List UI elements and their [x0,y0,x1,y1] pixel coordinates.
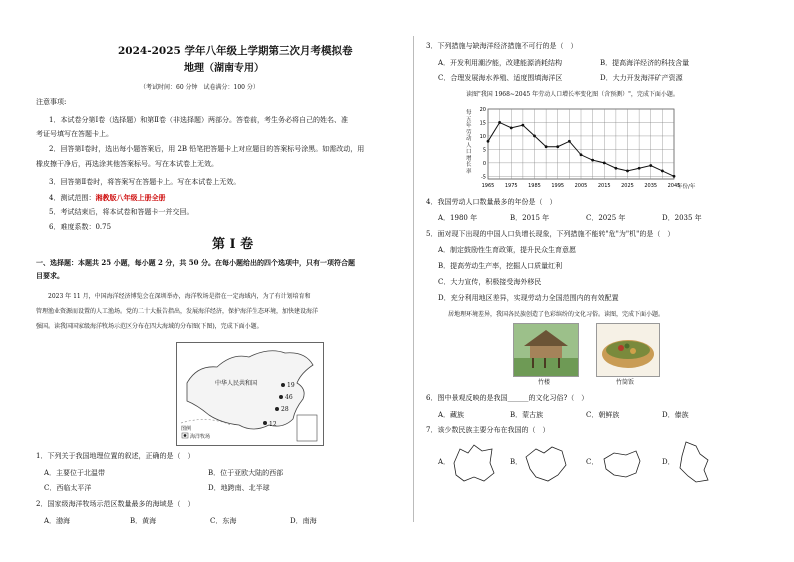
x-tick-label: 1995 [551,183,565,189]
x-tick-label: 2035 [644,183,658,189]
data-point [661,170,664,173]
province-c-shape [598,441,644,485]
q2-option-d[interactable]: D．南海 [290,517,317,525]
photo-label: 竹楼 [538,379,551,386]
note-line: 2．回答第Ⅰ卷时，选出每小题答案后，用 2B 铅笔把答题卡上对应题目的答案标号涂黑。如需改动，用 [49,145,365,153]
y-tick-label: -5 [481,174,486,181]
q6-option-c[interactable]: C．朝鲜族 [586,411,620,419]
data-point [638,167,641,170]
photo-caption: 居地理环境差异，我国各民族创造了色彩缤纷的文化习俗。读图，完成下面小题。 [448,311,665,318]
right-column [418,0,794,562]
q1-option-b[interactable]: B．位于亚欧大陆的西部 [208,469,284,477]
question-3-stem: 3．下列措施与缺海洋经济措施不可行的是（ ） [426,42,578,50]
q6-option-b[interactable]: B．蒙古族 [510,411,544,419]
map-country-label: 中华人民共和国 [215,380,258,387]
q6-option-d[interactable]: D．傣族 [662,411,689,419]
china-map-outline [177,343,323,445]
chart-caption: 读图"我国 1968~2045 年劳动人口增长率变化图（含预测）"，完成下面小题。 [466,91,679,98]
ocean-ranch-marker [279,395,283,399]
data-point [521,124,524,127]
data-point [556,145,559,148]
q5-option-d[interactable]: D．充分利用地区差异，实现劳动力全国范围内的有效配置 [438,294,619,302]
q4-option-d[interactable]: D．2035 年 [662,214,702,222]
q3-option-c[interactable]: C．合理发展海水养殖、适度围填海洋区 [438,74,563,82]
notes-heading: 注意事项: [36,98,67,106]
scope-value: 湘教版八年级上册全册 [95,193,166,202]
x-tick-label: 1965 [481,183,495,189]
q5-option-c[interactable]: C．大力宣传，积极接受海外移民 [438,278,542,286]
q7-option-d[interactable]: D． [662,458,675,466]
data-point [487,140,490,143]
note-line: 6．难度系数：0.75 [49,223,112,231]
ocean-ranch-marker [275,407,279,411]
y-tick-label: 5 [482,147,486,154]
x-tick-label: 2025 [621,183,634,189]
q2-option-b[interactable]: B．黄海 [130,517,157,525]
data-point [568,140,571,143]
china-map [176,342,324,446]
data-point [591,159,594,162]
x-tick-label: 1985 [528,183,541,189]
bamboo-house-photo [513,323,579,377]
q3-option-b[interactable]: B．提高海洋经济的科技含量 [600,59,690,67]
y-tick-label: 0 [482,160,486,167]
map-count: 12 [269,421,277,428]
y-tick-label: 15 [479,120,486,127]
q4-option-b[interactable]: B．2015 年 [510,214,550,222]
q2-option-a[interactable]: A．渤海 [44,517,71,525]
x-tick-label: 2015 [597,183,611,189]
bamboo-rice-photo [596,323,660,377]
bamboo-rice-image [597,324,659,376]
data-point [649,164,652,167]
q3-option-d[interactable]: D．大力开发海洋矿产资源 [600,74,683,82]
note-scope [49,193,165,203]
map-legend-item: 海洋牧场 [190,434,211,440]
q1-option-c[interactable]: C．西临太平洋 [44,484,92,492]
question-7-stem: 7．该少数民族主要分布在我国的（ ） [426,426,550,434]
section-title: 第 I 卷 [212,237,254,252]
note-line: 3．回答第Ⅱ卷时，将答案写在答题卡上。写在本试卷上无效。 [49,178,241,186]
question-5-stem: 5．面对现下出现的中国人口负增长现象，下列措施不能转"危"为"机"的是（ ） [426,230,675,238]
x-tick-label: 2005 [574,183,588,189]
chart-ylabel: 每五年劳动人口增长率 [466,110,472,175]
q4-option-c[interactable]: C．2025 年 [586,214,626,222]
data-point [533,135,536,138]
map-count: 19 [287,382,295,389]
province-d-shape [674,438,714,486]
q5-option-b[interactable]: B．提高劳动生产率，挖掘人口质量红利 [438,262,563,270]
q7-option-b[interactable]: B． [510,458,523,466]
passage-line: 2023 年 11 月，中国海洋经济博览会在深圳举办，海洋牧场是指在一定海域内，为了有计划培育和 [48,293,311,300]
q3-option-a[interactable]: A．开发利用潮汐能，改建能源消耗结构 [438,59,563,67]
exam-info: （考试时间：60 分钟 试卷满分：100 分） [140,84,259,91]
question-6-stem: 6．图中景观反映的是我国______的文化习俗?（ ） [426,394,589,402]
y-tick-label: 20 [479,107,486,113]
q1-option-d[interactable]: D．地跨南、北半球 [208,484,270,492]
ocean-ranch-marker [263,421,267,425]
map-legend-title: 图例 [181,426,192,432]
labor-growth-chart [462,103,712,191]
section-instruction: 一、选择题：本题共 25 小题，每小题 2 分，共 50 分。在每小题给出的四个选项中，只有一项符合题 [36,258,355,267]
data-point [498,121,501,124]
map-count: 46 [285,394,293,401]
data-point [673,175,676,178]
q4-option-a[interactable]: A．1980 年 [438,214,478,222]
q7-option-c[interactable]: C． [586,458,599,466]
province-a-shape [450,441,496,485]
ocean-ranch-marker [281,383,285,387]
column-divider [413,36,414,522]
province-b-shape [522,441,568,485]
exam-title: 2024-2025 学年八年级上学期第三次月考模拟卷 [118,45,353,57]
chart-xlabel: 年份/年 [677,184,696,190]
question-2-stem: 2．国家级海洋牧场示范区数量最多的海域是（ ） [36,500,195,508]
exam-subtitle: 地理（湖南专用） [184,63,264,74]
photo-label: 竹筒饭 [616,379,635,386]
map-count: 28 [281,406,289,413]
note-line: 1．本试卷分第Ⅰ卷（选择题）和第Ⅱ卷（非选择题）两部分。答卷前，考生务必将自己的姓名、准 [49,116,348,124]
data-point [545,145,548,148]
note-line: 5．考试结束后，将本试卷和答题卡一并交回。 [49,208,194,216]
question-4-stem: 4．我国劳动人口数量最多的年份是（ ） [426,198,557,206]
data-point [603,161,606,164]
passage-line: 管理渔业资源而设置的人工渔场。党的二十大报告指出，发展海洋经济，保护海洋生态环境，加快建设海洋 [36,308,319,315]
q6-option-a[interactable]: A．藏族 [438,411,465,419]
question-1-stem: 1．下列关于我国地理位置的叙述，正确的是（ ） [36,452,195,460]
x-tick-label: 1975 [504,183,518,189]
q2-option-c[interactable]: C．东海 [210,517,237,525]
q1-option-a[interactable]: A．主要位于北温带 [44,469,106,477]
section-instruction: 目要求。 [36,271,64,280]
q5-option-a[interactable]: A．制定鼓励性生育政策，提升民众生育意愿 [438,246,577,254]
note-line: 考证号填写在答题卡上。 [36,130,113,138]
bamboo-house-image [514,324,578,376]
data-point [510,126,513,129]
passage-line: 强国。读我国国家级海洋牧场示范区分布在四大海域的分布图(下图)，完成下面小题。 [36,323,263,330]
x-tick-label: 2045 [667,183,681,189]
data-point [580,153,583,156]
q7-option-a[interactable]: A． [438,458,451,466]
scope-label: 4．测试范围： [49,194,96,202]
note-line: 橡皮擦干净后，再选涂其他答案标号。写在本试卷上无效。 [36,160,218,168]
data-point [614,167,617,170]
y-tick-label: 10 [479,133,486,140]
data-point [626,170,629,173]
